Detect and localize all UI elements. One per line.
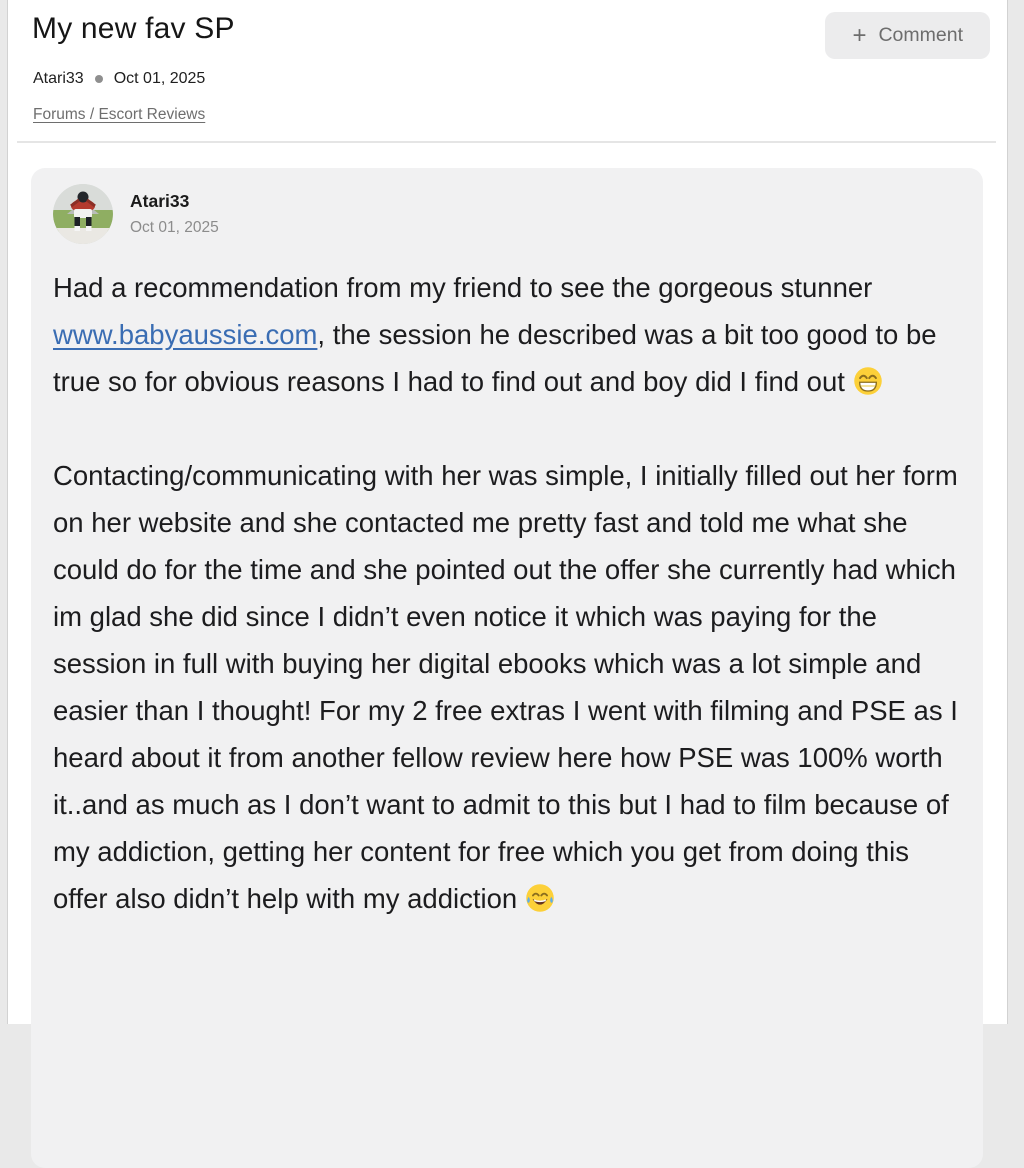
post-date: Oct 01, 2025 [130, 219, 219, 236]
babyaussie-link[interactable]: www.babyaussie.com [53, 319, 318, 350]
header-divider [17, 141, 996, 143]
p1-text-after-link: , the session he described was a bit too good to be true so for obvious reasons I had to find out and boy did I find out [53, 319, 937, 397]
plus-icon: + [852, 21, 867, 49]
dot-separator-icon [95, 75, 103, 83]
beaming-face-emoji-icon [853, 366, 883, 396]
post-username: Atari33 [130, 191, 190, 211]
post-card [31, 168, 983, 1168]
post-header [53, 184, 959, 244]
thread-author: Atari33 [33, 70, 84, 87]
thread-date: Oct 01, 2025 [113, 70, 206, 87]
post-body [53, 264, 961, 922]
post-author-block [130, 184, 219, 237]
tears-of-joy-emoji-icon [525, 883, 555, 913]
breadcrumb [33, 106, 205, 124]
comment-button[interactable] [825, 12, 990, 59]
p2-text: Contacting/communicating with her was simple, I initially filled out her form on her website and she contacted me pretty fast and told me what she could do for the time and she pointed out the offer she currently had which im glad she did since I didn’t even notice it which was paying for the session in full with buying her digital ebooks which was a lot simple and easier than I thought! For my 2 free extras I went with filming and PSE as I heard about it from another fellow review here how PSE was 100% worth it..and as much as I don’t want to admit to this but I had to film because of my addiction, getting her content for free which you get from doing this offer also didn’t help with my addiction [53, 460, 958, 914]
page-content [7, 0, 1008, 1024]
p1-text-before-link: Had a recommendation from my friend to see the gorgeous stunner [53, 272, 873, 303]
thread-meta [33, 70, 205, 88]
breadcrumb-link[interactable]: Forums / Escort Reviews [33, 106, 206, 123]
post-paragraph-1 [53, 264, 961, 405]
comment-button-label: Comment [878, 24, 963, 46]
avatar[interactable] [53, 184, 113, 244]
post-paragraph-2 [53, 452, 961, 922]
football-player-avatar-image [53, 184, 113, 244]
page-title: My new fav SP [32, 12, 235, 45]
